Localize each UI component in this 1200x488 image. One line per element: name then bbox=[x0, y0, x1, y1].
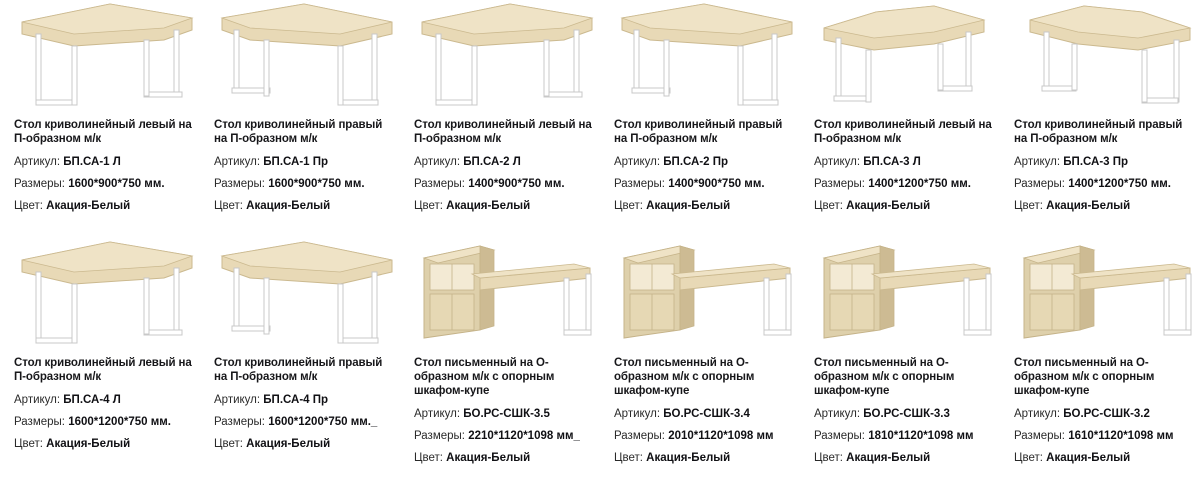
dimensions-label: Размеры: bbox=[14, 416, 65, 428]
product-article bbox=[1014, 155, 1192, 169]
dimensions-value: 2210*1120*1098 мм_ bbox=[468, 430, 580, 442]
article-value: БО.РС-СШК-3.5 bbox=[463, 408, 550, 420]
color-value: Акация-Белый bbox=[1046, 200, 1131, 212]
product-card[interactable] bbox=[0, 238, 200, 488]
article-value: БП.СА-1 Л bbox=[63, 156, 121, 168]
product-thumbnail[interactable] bbox=[214, 0, 392, 112]
product-dimensions bbox=[414, 177, 592, 191]
color-value: Акация-Белый bbox=[446, 452, 531, 464]
color-label: Цвет: bbox=[1014, 452, 1043, 464]
product-title[interactable]: Стол письменный на О-образном м/к с опорным шкафом-купе bbox=[414, 357, 555, 397]
article-label: Артикул: bbox=[1014, 156, 1061, 168]
product-article bbox=[1014, 407, 1192, 421]
product-thumbnail[interactable] bbox=[614, 0, 792, 112]
product-color bbox=[214, 437, 392, 451]
product-thumbnail[interactable] bbox=[414, 238, 592, 350]
product-color bbox=[1014, 199, 1192, 213]
desk-illustration bbox=[14, 0, 200, 112]
product-dimensions bbox=[214, 415, 392, 429]
product-card[interactable] bbox=[1000, 238, 1200, 488]
product-color bbox=[214, 199, 392, 213]
desk-illustration bbox=[414, 0, 600, 112]
product-color bbox=[1014, 451, 1192, 465]
dimensions-value: 1400*1200*750 мм. bbox=[1068, 178, 1171, 190]
product-article bbox=[614, 155, 792, 169]
product-color bbox=[614, 199, 792, 213]
color-label: Цвет: bbox=[814, 452, 843, 464]
dimensions-value: 1400*900*750 мм. bbox=[468, 178, 565, 190]
dimensions-label: Размеры: bbox=[1014, 178, 1065, 190]
color-label: Цвет: bbox=[14, 438, 43, 450]
product-title[interactable]: Стол криволинейный правый на П-образном м/к bbox=[214, 119, 383, 145]
desk-with-cabinet-illustration bbox=[814, 238, 1000, 350]
color-value: Акация-Белый bbox=[46, 200, 131, 212]
product-article bbox=[814, 155, 992, 169]
article-value: БП.СА-1 Пр bbox=[263, 156, 329, 168]
product-thumbnail[interactable] bbox=[414, 0, 592, 112]
color-label: Цвет: bbox=[614, 200, 643, 212]
color-label: Цвет: bbox=[14, 200, 43, 212]
color-value: Акация-Белый bbox=[846, 452, 931, 464]
article-label: Артикул: bbox=[14, 394, 61, 406]
article-label: Артикул: bbox=[214, 156, 261, 168]
product-card[interactable] bbox=[600, 0, 800, 238]
article-value: БП.СА-2 Л bbox=[463, 156, 521, 168]
color-value: Акация-Белый bbox=[446, 200, 531, 212]
product-dimensions bbox=[14, 415, 192, 429]
color-label: Цвет: bbox=[1014, 200, 1043, 212]
desk-illustration bbox=[1014, 0, 1200, 112]
product-color bbox=[814, 451, 992, 465]
color-label: Цвет: bbox=[414, 200, 443, 212]
product-thumbnail[interactable] bbox=[614, 238, 792, 350]
product-card[interactable] bbox=[600, 238, 800, 488]
dimensions-label: Размеры: bbox=[214, 178, 265, 190]
product-thumbnail[interactable] bbox=[1014, 0, 1192, 112]
desk-with-cabinet-illustration bbox=[614, 238, 800, 350]
product-thumbnail[interactable] bbox=[814, 0, 992, 112]
desk-illustration bbox=[14, 238, 200, 350]
article-label: Артикул: bbox=[214, 394, 261, 406]
dimensions-label: Размеры: bbox=[414, 178, 465, 190]
product-dimensions bbox=[814, 177, 992, 191]
product-card[interactable] bbox=[200, 0, 400, 238]
article-label: Артикул: bbox=[14, 156, 61, 168]
product-dimensions bbox=[614, 177, 792, 191]
dimensions-label: Размеры: bbox=[1014, 430, 1065, 442]
desk-with-cabinet-illustration bbox=[414, 238, 600, 350]
product-thumbnail[interactable] bbox=[1014, 238, 1192, 350]
color-label: Цвет: bbox=[814, 200, 843, 212]
color-value: Акация-Белый bbox=[246, 200, 331, 212]
product-title[interactable]: Стол письменный на О-образном м/к с опорным шкафом-купе bbox=[614, 357, 755, 397]
product-title[interactable]: Стол письменный на О-образном м/к с опорным шкафом-купе bbox=[1014, 357, 1155, 397]
article-value: БП.СА-3 Пр bbox=[1063, 156, 1129, 168]
product-card[interactable] bbox=[800, 0, 1000, 238]
dimensions-value: 1400*1200*750 мм. bbox=[868, 178, 971, 190]
product-dimensions bbox=[214, 177, 392, 191]
dimensions-value: 1600*900*750 мм. bbox=[268, 178, 365, 190]
product-dimensions bbox=[14, 177, 192, 191]
product-color bbox=[414, 451, 592, 465]
dimensions-label: Размеры: bbox=[14, 178, 65, 190]
article-value: БП.СА-2 Пр bbox=[663, 156, 729, 168]
product-thumbnail[interactable] bbox=[214, 238, 392, 350]
dimensions-value: 1600*1200*750 мм._ bbox=[268, 416, 378, 428]
dimensions-label: Размеры: bbox=[614, 430, 665, 442]
article-label: Артикул: bbox=[1014, 408, 1061, 420]
product-title[interactable]: Стол криволинейный левый на П-образном м/к bbox=[414, 119, 592, 145]
product-article bbox=[614, 407, 792, 421]
product-article bbox=[814, 407, 992, 421]
dimensions-value: 1400*900*750 мм. bbox=[668, 178, 765, 190]
product-card[interactable] bbox=[1000, 0, 1200, 238]
product-thumbnail[interactable] bbox=[814, 238, 992, 350]
product-dimensions bbox=[814, 429, 992, 443]
product-card[interactable] bbox=[200, 238, 400, 488]
product-dimensions bbox=[414, 429, 592, 443]
product-title[interactable]: Стол криволинейный правый на П-образном м/к bbox=[214, 357, 383, 383]
dimensions-value: 2010*1120*1098 мм bbox=[668, 430, 774, 442]
dimensions-label: Размеры: bbox=[614, 178, 665, 190]
desk-illustration bbox=[214, 0, 400, 112]
color-label: Цвет: bbox=[214, 438, 243, 450]
product-article bbox=[14, 155, 192, 169]
product-card[interactable] bbox=[400, 238, 600, 488]
dimensions-label: Размеры: bbox=[814, 430, 865, 442]
dimensions-label: Размеры: bbox=[814, 178, 865, 190]
dimensions-label: Размеры: bbox=[214, 416, 265, 428]
product-dimensions bbox=[1014, 177, 1192, 191]
article-value: БП.СА-4 Пр bbox=[263, 394, 329, 406]
product-article bbox=[414, 407, 592, 421]
dimensions-value: 1600*1200*750 мм. bbox=[68, 416, 171, 428]
article-value: БО.РС-СШК-3.3 bbox=[863, 408, 950, 420]
article-label: Артикул: bbox=[614, 408, 661, 420]
product-color bbox=[414, 199, 592, 213]
article-value: БП.СА-3 Л bbox=[863, 156, 921, 168]
color-label: Цвет: bbox=[414, 452, 443, 464]
product-thumbnail[interactable] bbox=[14, 238, 192, 350]
product-title[interactable]: Стол криволинейный правый на П-образном м/к bbox=[1014, 119, 1183, 145]
color-label: Цвет: bbox=[214, 200, 243, 212]
product-dimensions bbox=[614, 429, 792, 443]
desk-with-cabinet-illustration bbox=[1014, 238, 1200, 350]
product-article bbox=[14, 393, 192, 407]
dimensions-label: Размеры: bbox=[414, 430, 465, 442]
desk-illustration bbox=[814, 0, 1000, 112]
product-article bbox=[214, 393, 392, 407]
article-label: Артикул: bbox=[814, 156, 861, 168]
product-card[interactable] bbox=[400, 0, 600, 238]
color-value: Акация-Белый bbox=[246, 438, 331, 450]
product-article bbox=[214, 155, 392, 169]
article-value: БО.РС-СШК-3.4 bbox=[663, 408, 750, 420]
product-title[interactable]: Стол криволинейный правый на П-образном м/к bbox=[614, 119, 783, 145]
article-label: Артикул: bbox=[814, 408, 861, 420]
product-card[interactable] bbox=[0, 0, 200, 238]
color-value: Акация-Белый bbox=[646, 200, 731, 212]
product-thumbnail[interactable] bbox=[14, 0, 192, 112]
product-color bbox=[814, 199, 992, 213]
color-value: Акация-Белый bbox=[46, 438, 131, 450]
product-dimensions bbox=[1014, 429, 1192, 443]
article-label: Артикул: bbox=[614, 156, 661, 168]
color-label: Цвет: bbox=[614, 452, 643, 464]
desk-illustration bbox=[214, 238, 400, 350]
product-title[interactable]: Стол письменный на О-образном м/к с опорным шкафом-купе bbox=[814, 357, 955, 397]
color-value: Акация-Белый bbox=[1046, 452, 1131, 464]
product-color bbox=[14, 199, 192, 213]
dimensions-value: 1610*1120*1098 мм bbox=[1068, 430, 1174, 442]
product-card[interactable] bbox=[800, 238, 1000, 488]
product-title[interactable]: Стол криволинейный левый на П-образном м/к bbox=[14, 119, 192, 145]
product-color bbox=[14, 437, 192, 451]
dimensions-value: 1810*1120*1098 мм bbox=[868, 430, 974, 442]
color-value: Акация-Белый bbox=[646, 452, 731, 464]
desk-illustration bbox=[614, 0, 800, 112]
product-color bbox=[614, 451, 792, 465]
article-label: Артикул: bbox=[414, 408, 461, 420]
product-article bbox=[414, 155, 592, 169]
product-title[interactable]: Стол криволинейный левый на П-образном м/к bbox=[814, 119, 992, 145]
article-label: Артикул: bbox=[414, 156, 461, 168]
product-title[interactable]: Стол криволинейный левый на П-образном м/к bbox=[14, 357, 192, 383]
color-value: Акация-Белый bbox=[846, 200, 931, 212]
dimensions-value: 1600*900*750 мм. bbox=[68, 178, 165, 190]
article-value: БО.РС-СШК-3.2 bbox=[1063, 408, 1150, 420]
article-value: БП.СА-4 Л bbox=[63, 394, 121, 406]
